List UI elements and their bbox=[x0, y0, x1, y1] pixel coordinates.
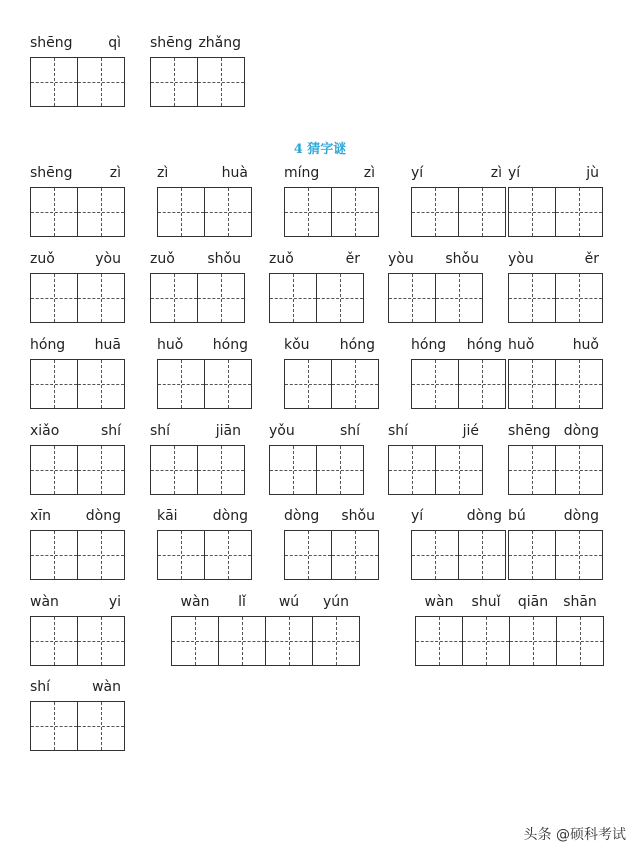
writing-boxes bbox=[269, 273, 364, 323]
word-group bbox=[157, 165, 252, 185]
writing-boxes bbox=[508, 273, 603, 323]
writing-box[interactable] bbox=[77, 701, 125, 751]
word-group bbox=[388, 251, 483, 271]
pinyin-syllable: qiān bbox=[517, 594, 549, 610]
writing-box[interactable] bbox=[508, 530, 556, 580]
writing-box[interactable] bbox=[218, 616, 266, 666]
pinyin-syllable: huǒ bbox=[508, 337, 535, 353]
pinyin-syllable: yòu bbox=[388, 251, 414, 267]
word-group bbox=[30, 35, 125, 55]
writing-boxes bbox=[30, 616, 125, 666]
writing-box[interactable] bbox=[77, 445, 125, 495]
pinyin-syllable: jié bbox=[462, 423, 479, 439]
word-group bbox=[150, 251, 245, 271]
pinyin-row bbox=[508, 423, 603, 443]
writing-box[interactable] bbox=[197, 273, 245, 323]
pinyin-row bbox=[157, 508, 252, 528]
pinyin-row bbox=[269, 423, 364, 443]
word-group bbox=[508, 251, 603, 271]
pinyin-syllable: wú bbox=[278, 594, 300, 610]
writing-boxes bbox=[508, 445, 603, 495]
writing-boxes bbox=[388, 273, 483, 323]
pinyin-row bbox=[508, 165, 603, 185]
word-group bbox=[411, 165, 506, 185]
pinyin-syllable: wàn bbox=[30, 594, 59, 610]
writing-box[interactable] bbox=[411, 530, 459, 580]
writing-box[interactable] bbox=[462, 616, 510, 666]
pinyin-row bbox=[30, 679, 125, 699]
pinyin-syllable: zhǎng bbox=[198, 35, 241, 51]
pinyin-row bbox=[30, 337, 125, 357]
writing-box[interactable] bbox=[77, 187, 125, 237]
writing-boxes bbox=[508, 530, 603, 580]
pinyin-row bbox=[171, 594, 360, 614]
writing-box[interactable] bbox=[30, 445, 78, 495]
word-group bbox=[411, 337, 506, 357]
writing-box[interactable] bbox=[265, 616, 313, 666]
writing-box[interactable] bbox=[435, 273, 483, 323]
writing-box[interactable] bbox=[415, 616, 463, 666]
word-group bbox=[284, 508, 379, 528]
pinyin-syllable: xiǎo bbox=[30, 423, 60, 439]
word-group bbox=[284, 337, 379, 357]
pinyin-syllable: míng bbox=[284, 165, 320, 181]
pinyin-syllable: hóng bbox=[339, 337, 375, 353]
writing-boxes bbox=[157, 359, 252, 409]
writing-box[interactable] bbox=[197, 57, 245, 107]
pinyin-syllable: zuǒ bbox=[30, 251, 55, 267]
writing-box[interactable] bbox=[458, 530, 506, 580]
pinyin-syllable: ěr bbox=[345, 251, 360, 267]
writing-boxes bbox=[508, 359, 603, 409]
pinyin-row bbox=[30, 508, 125, 528]
writing-box[interactable] bbox=[269, 273, 317, 323]
pinyin-syllable: jiān bbox=[215, 423, 241, 439]
writing-boxes bbox=[30, 273, 125, 323]
word-group bbox=[30, 165, 125, 185]
writing-box[interactable] bbox=[77, 273, 125, 323]
writing-boxes bbox=[30, 701, 125, 751]
pinyin-syllable: shí bbox=[388, 423, 409, 439]
pinyin-syllable: zì bbox=[363, 165, 375, 181]
word-group bbox=[508, 165, 603, 185]
pinyin-syllable: bú bbox=[508, 508, 526, 524]
word-group bbox=[30, 423, 125, 443]
pinyin-syllable: shēng bbox=[508, 423, 551, 439]
writing-box[interactable] bbox=[30, 530, 78, 580]
writing-boxes bbox=[30, 445, 125, 495]
pinyin-syllable: yòu bbox=[95, 251, 121, 267]
pinyin-syllable: zuǒ bbox=[269, 251, 294, 267]
writing-boxes bbox=[30, 187, 125, 237]
pinyin-syllable: yí bbox=[508, 165, 521, 181]
word-group bbox=[388, 423, 483, 443]
writing-boxes bbox=[30, 530, 125, 580]
pinyin-row bbox=[150, 423, 245, 443]
writing-box[interactable] bbox=[508, 187, 556, 237]
writing-box[interactable] bbox=[331, 530, 379, 580]
pinyin-row bbox=[150, 35, 245, 55]
writing-box[interactable] bbox=[204, 359, 252, 409]
writing-box[interactable] bbox=[509, 616, 557, 666]
word-group bbox=[284, 165, 379, 185]
writing-boxes bbox=[284, 359, 379, 409]
pinyin-syllable: shí bbox=[150, 423, 171, 439]
writing-boxes bbox=[415, 616, 604, 666]
writing-box[interactable] bbox=[30, 57, 78, 107]
pinyin-syllable: hóng bbox=[466, 337, 502, 353]
pinyin-syllable: yún bbox=[322, 594, 350, 610]
writing-boxes bbox=[269, 445, 364, 495]
writing-box[interactable] bbox=[458, 359, 506, 409]
pinyin-syllable: shǒu bbox=[445, 251, 479, 267]
writing-boxes bbox=[171, 616, 360, 666]
writing-box[interactable] bbox=[197, 445, 245, 495]
pinyin-syllable: huǒ bbox=[572, 337, 599, 353]
writing-boxes bbox=[508, 187, 603, 237]
word-group bbox=[508, 508, 603, 528]
writing-box[interactable] bbox=[284, 187, 332, 237]
pinyin-syllable: hóng bbox=[212, 337, 248, 353]
writing-box[interactable] bbox=[556, 616, 604, 666]
writing-box[interactable] bbox=[458, 187, 506, 237]
pinyin-syllable: huā bbox=[94, 337, 121, 353]
pinyin-syllable: zuǒ bbox=[150, 251, 175, 267]
writing-box[interactable] bbox=[269, 445, 317, 495]
writing-box[interactable] bbox=[204, 187, 252, 237]
writing-box[interactable] bbox=[331, 187, 379, 237]
word-group bbox=[150, 423, 245, 443]
pinyin-syllable: hóng bbox=[30, 337, 66, 353]
writing-box[interactable] bbox=[77, 616, 125, 666]
writing-boxes bbox=[150, 57, 245, 107]
pinyin-row bbox=[415, 594, 604, 614]
writing-box[interactable] bbox=[508, 445, 556, 495]
writing-box[interactable] bbox=[150, 273, 198, 323]
pinyin-syllable: dòng bbox=[85, 508, 121, 524]
pinyin-row bbox=[269, 251, 364, 271]
pinyin-syllable: huǒ bbox=[157, 337, 184, 353]
pinyin-syllable: shēng bbox=[30, 165, 73, 181]
writing-box[interactable] bbox=[157, 530, 205, 580]
pinyin-syllable: shí bbox=[30, 679, 51, 695]
writing-boxes bbox=[157, 530, 252, 580]
pinyin-syllable: shǒu bbox=[341, 508, 375, 524]
pinyin-row bbox=[508, 337, 603, 357]
pinyin-row bbox=[411, 508, 506, 528]
word-group bbox=[171, 594, 360, 614]
pinyin-syllable: kǒu bbox=[284, 337, 310, 353]
pinyin-row bbox=[157, 337, 252, 357]
pinyin-syllable: kāi bbox=[157, 508, 178, 524]
pinyin-syllable: dòng bbox=[563, 508, 599, 524]
writing-box[interactable] bbox=[157, 359, 205, 409]
pinyin-syllable: shān bbox=[563, 594, 597, 610]
pinyin-row bbox=[30, 423, 125, 443]
word-group bbox=[411, 508, 506, 528]
word-group bbox=[269, 423, 364, 443]
pinyin-row bbox=[157, 165, 252, 185]
pinyin-syllable: zì bbox=[490, 165, 502, 181]
writing-box[interactable] bbox=[508, 359, 556, 409]
pinyin-syllable: zì bbox=[157, 165, 169, 181]
writing-box[interactable] bbox=[171, 616, 219, 666]
writing-box[interactable] bbox=[435, 445, 483, 495]
writing-box[interactable] bbox=[77, 57, 125, 107]
pinyin-syllable: lǐ bbox=[238, 594, 246, 610]
writing-box[interactable] bbox=[30, 616, 78, 666]
pinyin-row bbox=[508, 251, 603, 271]
pinyin-syllable: yí bbox=[411, 508, 424, 524]
pinyin-row bbox=[411, 165, 506, 185]
pinyin-syllable: shí bbox=[339, 423, 360, 439]
section-title: 4 猜字谜 bbox=[293, 142, 347, 157]
pinyin-row bbox=[411, 337, 506, 357]
pinyin-row bbox=[30, 35, 125, 55]
pinyin-row bbox=[388, 251, 483, 271]
pinyin-row bbox=[388, 423, 483, 443]
pinyin-syllable: qì bbox=[108, 35, 121, 51]
pinyin-row bbox=[30, 251, 125, 271]
pinyin-syllable: xīn bbox=[30, 508, 52, 524]
pinyin-row bbox=[284, 337, 379, 357]
pinyin-syllable: wàn bbox=[92, 679, 121, 695]
pinyin-row bbox=[284, 508, 379, 528]
word-group bbox=[30, 679, 125, 699]
pinyin-row bbox=[30, 165, 125, 185]
word-group bbox=[30, 594, 125, 614]
writing-box[interactable] bbox=[555, 273, 603, 323]
writing-box[interactable] bbox=[204, 530, 252, 580]
writing-box[interactable] bbox=[157, 187, 205, 237]
writing-box[interactable] bbox=[555, 187, 603, 237]
writing-box[interactable] bbox=[30, 701, 78, 751]
pinyin-syllable: wàn bbox=[424, 594, 454, 610]
pinyin-syllable: shuǐ bbox=[471, 594, 501, 610]
writing-boxes bbox=[150, 273, 245, 323]
writing-boxes bbox=[150, 445, 245, 495]
writing-box[interactable] bbox=[411, 187, 459, 237]
writing-box[interactable] bbox=[150, 445, 198, 495]
word-group bbox=[415, 594, 604, 614]
writing-box[interactable] bbox=[312, 616, 360, 666]
word-group bbox=[30, 251, 125, 271]
writing-boxes bbox=[284, 187, 379, 237]
word-group bbox=[157, 508, 252, 528]
writing-boxes bbox=[30, 359, 125, 409]
writing-box[interactable] bbox=[555, 359, 603, 409]
writing-box[interactable] bbox=[316, 445, 364, 495]
writing-box[interactable] bbox=[508, 273, 556, 323]
writing-boxes bbox=[411, 187, 506, 237]
writing-boxes bbox=[411, 359, 506, 409]
writing-boxes bbox=[30, 57, 125, 107]
writing-box[interactable] bbox=[388, 273, 436, 323]
word-group bbox=[508, 423, 603, 443]
word-group bbox=[269, 251, 364, 271]
pinyin-syllable: yi bbox=[108, 594, 121, 610]
pinyin-syllable: yǒu bbox=[269, 423, 295, 439]
pinyin-syllable: shǒu bbox=[207, 251, 241, 267]
pinyin-syllable: yòu bbox=[508, 251, 534, 267]
pinyin-syllable: jù bbox=[586, 165, 599, 181]
pinyin-row bbox=[150, 251, 245, 271]
word-group bbox=[30, 337, 125, 357]
writing-box[interactable] bbox=[77, 359, 125, 409]
pinyin-syllable: dòng bbox=[212, 508, 248, 524]
writing-boxes bbox=[284, 530, 379, 580]
writing-box[interactable] bbox=[30, 187, 78, 237]
writing-box[interactable] bbox=[284, 359, 332, 409]
pinyin-syllable: dòng bbox=[563, 423, 599, 439]
pinyin-row bbox=[508, 508, 603, 528]
pinyin-syllable: hóng bbox=[411, 337, 447, 353]
writing-box[interactable] bbox=[284, 530, 332, 580]
word-group bbox=[508, 337, 603, 357]
writing-box[interactable] bbox=[555, 530, 603, 580]
pinyin-syllable: shēng bbox=[150, 35, 193, 51]
pinyin-syllable: huà bbox=[221, 165, 248, 181]
writing-box[interactable] bbox=[150, 57, 198, 107]
pinyin-syllable: dòng bbox=[284, 508, 320, 524]
writing-box[interactable] bbox=[388, 445, 436, 495]
writing-box[interactable] bbox=[316, 273, 364, 323]
writing-box[interactable] bbox=[30, 273, 78, 323]
writing-boxes bbox=[411, 530, 506, 580]
pinyin-syllable: shí bbox=[100, 423, 121, 439]
word-group bbox=[150, 35, 245, 55]
pinyin-syllable: zì bbox=[109, 165, 121, 181]
pinyin-syllable: wàn bbox=[180, 594, 210, 610]
watermark: 头条 @硕科考试 bbox=[523, 827, 626, 843]
pinyin-row bbox=[284, 165, 379, 185]
writing-box[interactable] bbox=[411, 359, 459, 409]
pinyin-syllable: ěr bbox=[584, 251, 599, 267]
pinyin-row bbox=[30, 594, 125, 614]
pinyin-syllable: yí bbox=[411, 165, 424, 181]
writing-box[interactable] bbox=[77, 530, 125, 580]
word-group bbox=[30, 508, 125, 528]
writing-boxes bbox=[157, 187, 252, 237]
word-group bbox=[157, 337, 252, 357]
writing-box[interactable] bbox=[30, 359, 78, 409]
pinyin-syllable: dòng bbox=[466, 508, 502, 524]
writing-box[interactable] bbox=[555, 445, 603, 495]
pinyin-syllable: shēng bbox=[30, 35, 73, 51]
writing-boxes bbox=[388, 445, 483, 495]
writing-box[interactable] bbox=[331, 359, 379, 409]
